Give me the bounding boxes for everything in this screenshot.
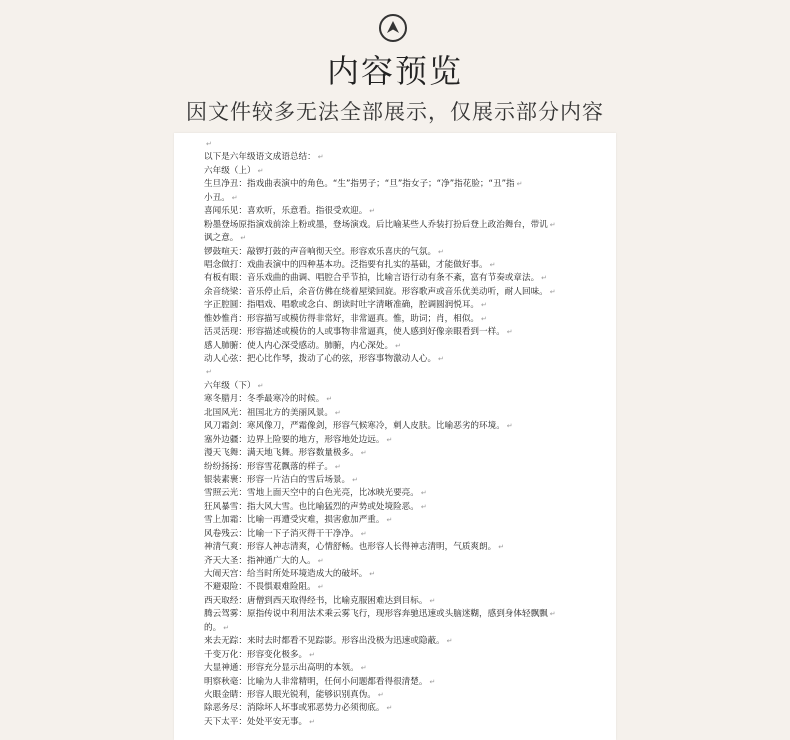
- paragraph-mark-icon: ↵: [309, 650, 316, 659]
- document-body: [204, 138, 604, 729]
- document-line-text: 明察秋毫：比喻为人非常精明，任何小问题都看得很清楚。: [204, 676, 428, 687]
- paragraph-mark-icon: ↵: [446, 637, 453, 646]
- paragraph-mark-icon: ↵: [257, 166, 264, 175]
- document-line-text: 的。: [204, 622, 222, 633]
- document-line: [204, 299, 604, 312]
- document-line: [204, 689, 604, 702]
- document-line-text: 塞外边疆：边界上险要的地方，形容地处边远。: [204, 434, 385, 445]
- paragraph-mark-icon: ↵: [317, 583, 324, 592]
- document-line-text: 纷纷扬扬：形容雪花飘落的样子。: [204, 461, 333, 472]
- document-line-text: 来去无踪：来时去时都看不见踪影。形容出没极为迅速或隐蔽。: [204, 636, 445, 647]
- paragraph-mark-icon: ↵: [360, 664, 367, 673]
- document-line: [204, 702, 604, 715]
- document-line-text: 齐天大圣：指神通广大的人。: [204, 555, 316, 566]
- document-line-text: 以下是六年级语文成语总结：: [204, 152, 316, 163]
- document-line-text: 风刀霜剑：寒风像刀，严霜像剑，形容气候寒冷，刺人皮肤。比喻恶劣的环境。: [204, 421, 505, 432]
- document-line: [204, 635, 604, 648]
- document-line: [204, 608, 604, 621]
- paragraph-mark-icon: ↵: [360, 529, 367, 538]
- document-line: [204, 340, 604, 353]
- document-line-text: 字正腔圆：指唱戏、唱歌或念白、朗读时吐字清晰准确，腔调圆润悦耳。: [204, 300, 480, 311]
- paragraph-mark-icon: ↵: [334, 462, 341, 471]
- document-line-text: 活灵活现：形容描述或模仿的人或事物非常逼真，使人感到好像亲眼看到一样。: [204, 327, 505, 338]
- document-line: [204, 246, 604, 259]
- paragraph-mark-icon: ↵: [481, 314, 487, 323]
- document-line: [204, 568, 604, 581]
- paragraph-mark-icon: ↵: [498, 543, 505, 552]
- paragraph-mark-icon: ↵: [395, 341, 401, 350]
- document-line-text: 余音绕梁：音乐停止后，余音仿佛在绕着屋梁回旋。形容歌声或音乐优美动听，耐人回味。: [204, 286, 548, 297]
- paragraph-mark-icon: ↵: [206, 368, 212, 377]
- document-line: [204, 165, 604, 178]
- document-line: [204, 326, 604, 339]
- document-line: [204, 581, 604, 594]
- document-line-text: 六年级（下）: [204, 380, 256, 391]
- paragraph-mark-icon: ↵: [506, 422, 513, 431]
- paragraph-mark-icon: ↵: [360, 449, 367, 458]
- document-line: [204, 676, 604, 689]
- document-line-text: 寒冬腊月：冬季最寒冷的时候。: [204, 394, 325, 405]
- paragraph-mark-icon: ↵: [257, 381, 264, 390]
- document-line: [204, 380, 604, 393]
- document-line-text: 六年级（上）: [204, 165, 256, 176]
- preview-header: [0, 0, 790, 132]
- document-line: [204, 555, 604, 568]
- paragraph-mark-icon: ↵: [317, 153, 324, 162]
- paragraph-mark-icon: ↵: [549, 220, 556, 229]
- document-line: [204, 528, 604, 541]
- paragraph-mark-icon: ↵: [506, 328, 513, 337]
- document-line: [204, 178, 604, 191]
- paragraph-mark-icon: ↵: [516, 180, 523, 189]
- document-line: [204, 461, 604, 474]
- document-line: [204, 366, 604, 379]
- document-line: [204, 272, 604, 285]
- document-line-text: 除恶务尽：消除坏人坏事或邪恶势力必须彻底。: [204, 703, 385, 714]
- page-subtitle: 因文件较多无法全部展示，仅展示部分内容: [186, 100, 604, 124]
- paragraph-mark-icon: ↵: [377, 690, 384, 699]
- paragraph-mark-icon: ↵: [206, 140, 212, 148]
- document-line-text: 腾云驾雾：原指传说中利用法术乘云雾飞行，现形容奔驰迅速或头脑迷糊，感到身体轻飘飘: [204, 609, 548, 620]
- paragraph-mark-icon: ↵: [481, 301, 487, 310]
- paragraph-mark-icon: ↵: [309, 717, 316, 726]
- document-line-text: 喜闻乐见：喜欢听，乐意看。指很受欢迎。: [204, 206, 368, 217]
- document-line-text: 西天取经：唐僧到西天取得经书，比喻克服困难达到目标。: [204, 595, 428, 606]
- paragraph-mark-icon: ↵: [231, 193, 238, 202]
- document-line-text: 雪上加霜：比喻一再遭受灾难，损害愈加严重。: [204, 515, 385, 526]
- paragraph-mark-icon: ↵: [369, 207, 376, 216]
- document-line-text: 狂风暴雪：指大风大雪。也比喻猛烈的声势或处境险恶。: [204, 501, 419, 512]
- document-line-text: 风卷残云：比喻一下子消灭得干干净净。: [204, 528, 359, 539]
- document-line: [204, 286, 604, 299]
- paragraph-mark-icon: ↵: [541, 274, 548, 283]
- document-line-text: 漫天飞舞：满天地飞舞。形容数量极多。: [204, 448, 359, 459]
- paragraph-mark-icon: ↵: [549, 287, 556, 296]
- document-line: [204, 501, 604, 514]
- document-line: [204, 434, 604, 447]
- paragraph-mark-icon: ↵: [438, 247, 444, 256]
- document-line: [204, 151, 604, 164]
- paragraph-mark-icon: ↵: [386, 704, 393, 713]
- document-line: [204, 662, 604, 675]
- paragraph-mark-icon: ↵: [429, 596, 436, 605]
- paragraph-mark-icon: ↵: [429, 677, 436, 686]
- document-line-text: 银装素裹：形容一片洁白的雪后场景。: [204, 474, 351, 485]
- paragraph-mark-icon: ↵: [549, 610, 556, 619]
- document-line-text: 雪照云光：雪地上面天空中的白色光亮，比冰映光要亮。: [204, 488, 419, 499]
- document-line: [204, 487, 604, 500]
- document-line: [204, 232, 604, 245]
- document-line: [204, 474, 604, 487]
- document-line-text: 感人肺腑：使人内心深受感动。肺腑，内心深处。: [204, 340, 394, 351]
- paragraph-mark-icon: ↵: [420, 489, 427, 498]
- page-title: 内容预览: [326, 52, 463, 90]
- paragraph-mark-icon: ↵: [420, 502, 427, 511]
- document-preview: [174, 133, 616, 740]
- document-line: [204, 393, 604, 406]
- document-line-text: 惟妙惟肖：形容描写或模仿得非常好，非常逼真。惟，助词；肖，相似。: [204, 313, 480, 324]
- document-line: [204, 447, 604, 460]
- document-line: [204, 259, 604, 272]
- document-line: [204, 192, 604, 205]
- document-line-text: 火眼金睛：形容人眼光锐利，能够识别真伪。: [204, 689, 376, 700]
- document-line: [204, 205, 604, 218]
- document-line-text: 千变万化：形容变化极多。: [204, 649, 308, 660]
- document-line-text: 北国风光：祖国北方的美丽风景。: [204, 407, 333, 418]
- paragraph-mark-icon: ↵: [386, 516, 393, 525]
- document-line: [204, 313, 604, 326]
- document-line-text: 大闹天宫：给当时所处环境造成大的破坏。: [204, 569, 368, 579]
- document-line-text: 小丑。: [204, 192, 230, 203]
- paragraph-mark-icon: ↵: [438, 355, 444, 363]
- document-line-text: 天下太平：处处平安无事。: [204, 716, 308, 727]
- document-line-text: 唱念做打：戏曲表演中的四种基本功。泛指要有扎实的基础，才能做好事。: [204, 259, 488, 270]
- document-line-text: 动人心弦：把心比作琴，拨动了心的弦，形容事物激动人心。: [204, 354, 437, 364]
- document-line: [204, 595, 604, 608]
- document-line-text: 讽之意。: [204, 233, 239, 244]
- document-line-text: 神清气爽：形容人神志清爽，心情舒畅。也形容人长得神志清明，气质爽朗。: [204, 542, 497, 553]
- document-line-text: 大显神通：形容充分显示出高明的本领。: [204, 663, 359, 674]
- paragraph-mark-icon: ↵: [326, 395, 333, 404]
- document-line: [204, 219, 604, 232]
- document-line: [204, 138, 604, 151]
- document-line: [204, 541, 604, 554]
- paragraph-mark-icon: ↵: [334, 408, 341, 417]
- paragraph-mark-icon: ↵: [352, 475, 358, 484]
- arrow-up-circle-icon: [379, 14, 407, 42]
- document-line: [204, 353, 604, 366]
- document-line-text: 不避艰险：不畏惧艰难险阻。: [204, 582, 316, 593]
- document-line: [204, 407, 604, 420]
- document-line-text: 有板有眼：音乐戏曲的曲调、唱腔合乎节拍，比喻言语行动有条不紊，富有节奏或章法。: [204, 273, 540, 284]
- document-line: [204, 420, 604, 433]
- document-line-text: 生旦净丑：指戏曲表演中的角色。“生”指男子；“旦”指女子；“净”指花脸；“丑”指: [204, 179, 515, 190]
- document-line: [204, 649, 604, 662]
- paragraph-mark-icon: ↵: [489, 260, 496, 269]
- paragraph-mark-icon: ↵: [386, 435, 393, 444]
- paragraph-mark-icon: ↵: [240, 234, 247, 243]
- document-line: [204, 622, 604, 635]
- document-line-text: 锣鼓喧天：敲锣打鼓的声音响彻天空。形容欢乐喜庆的气氛。: [204, 246, 437, 257]
- document-line-text: 粉墨登场原指演戏前涂上粉或墨，登场演戏。后比喻某些人乔装打扮后登上政治舞台，带讥: [204, 219, 548, 230]
- paragraph-mark-icon: ↵: [317, 556, 324, 565]
- paragraph-mark-icon: ↵: [369, 570, 376, 578]
- paragraph-mark-icon: ↵: [223, 623, 230, 632]
- document-line: [204, 716, 604, 729]
- document-line: [204, 514, 604, 527]
